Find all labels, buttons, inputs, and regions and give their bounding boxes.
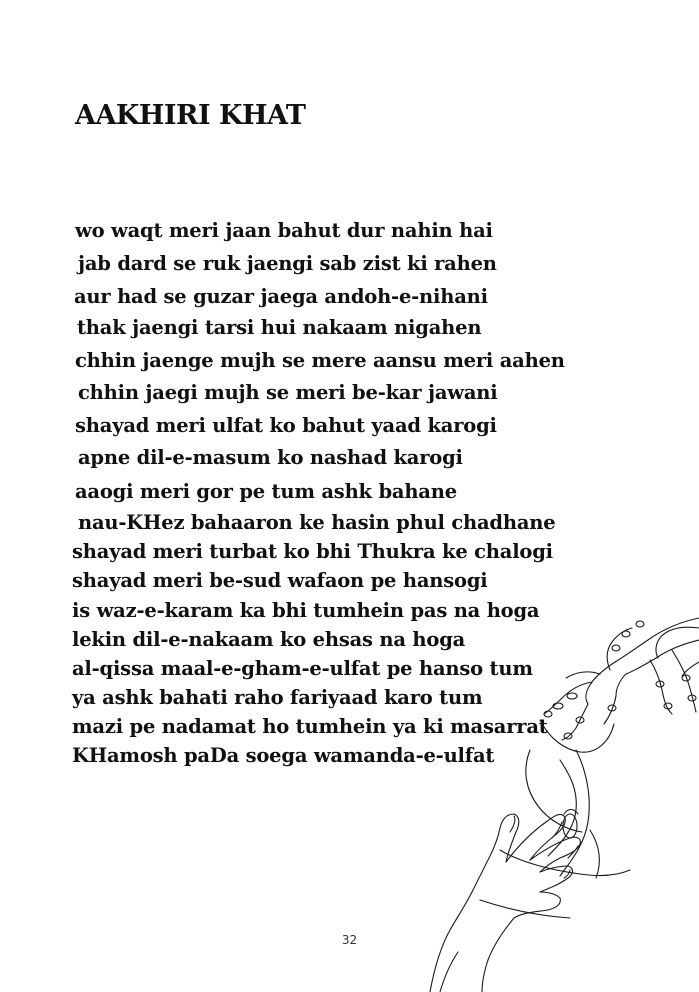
thread-icon xyxy=(480,720,630,918)
poem-line: KHamosh paDa soega wamanda-e-ulfat xyxy=(72,744,495,767)
poem-line: nau-KHez bahaaron ke hasin phul chadhane xyxy=(78,511,556,534)
poem-line: chhin jaenge mujh se mere aansu meri aahen xyxy=(75,349,565,372)
poem-line: mazi pe nadamat ho tumhein ya ki masarrat xyxy=(72,715,548,738)
poem-line: aaogi meri gor pe tum ashk bahane xyxy=(75,480,457,503)
poem-line: jab dard se ruk jaengi sab zist ki rahen xyxy=(78,252,497,275)
poem-line: lekin dil-e-nakaam ko ehsas na hoga xyxy=(72,628,466,651)
poem-line: aur had se guzar jaega andoh-e-nihani xyxy=(74,285,488,308)
skeletal-hand-icon xyxy=(544,618,699,740)
poem-line: is waz-e-karam ka bhi tumhein pas na hoga xyxy=(72,599,540,622)
poem-line: thak jaengi tarsi hui nakaam nigahen xyxy=(77,316,482,339)
poem-line: ya ashk bahati raho fariyaad karo tum xyxy=(72,686,483,709)
poem-line: apne dil-e-masum ko nashad karogi xyxy=(78,446,463,469)
poem-line: shayad meri turbat ko bhi Thukra ke chalogi xyxy=(72,540,553,563)
poem-line: chhin jaegi mujh se meri be-kar jawani xyxy=(78,381,498,404)
human-hand-icon xyxy=(430,814,580,992)
page-number: 32 xyxy=(341,933,358,947)
poem-line: al-qissa maal-e-gham-e-ulfat pe hanso tum xyxy=(72,657,533,680)
poem-line: wo waqt meri jaan bahut dur nahin hai xyxy=(75,219,493,242)
poem-line: shayad meri be-sud wafaon pe hansogi xyxy=(72,569,488,592)
poem-line: shayad meri ulfat ko bahut yaad karogi xyxy=(75,414,497,437)
poem-title: AAKHIRI KHAT xyxy=(75,100,306,131)
